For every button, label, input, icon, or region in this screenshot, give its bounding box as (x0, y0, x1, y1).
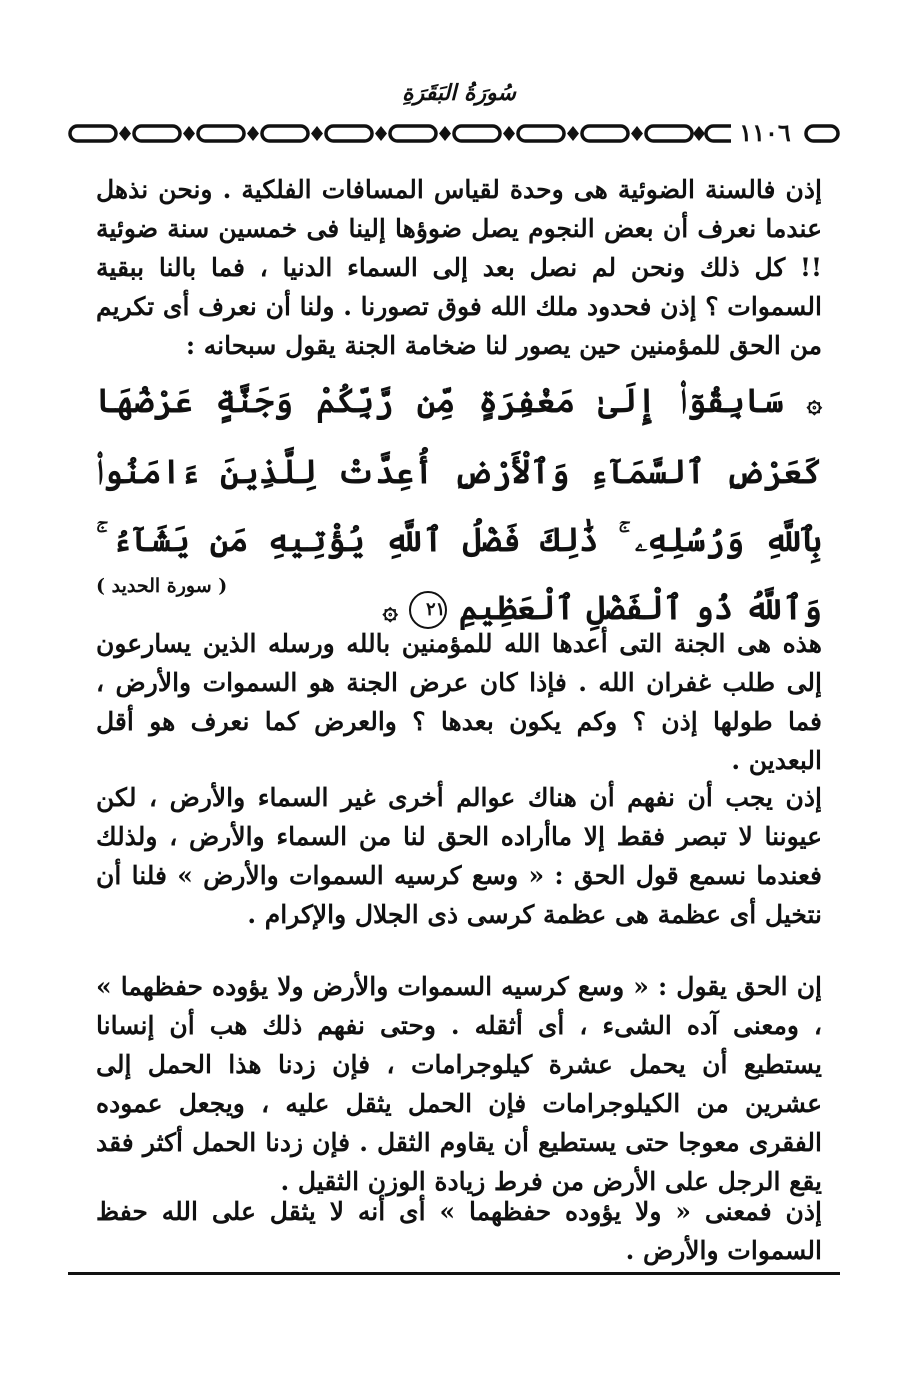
footer-rule (68, 1272, 840, 1275)
paragraph-4: إن الحق يقول : « وسع كرسيه السموات والأرض ولا يؤوده حفظهما » ، ومعنى آده الشىء ، أى أثقله . وحتى نفهم ذلك هب أن إنسانا يستطيع أن يحمل عشرة كيلوجرامات ، فإن زدنا هذا الحمل إلى عشرين من الكيلوجرامات فإن الحمل يثقل عليه ، ويجعل عموده الفقرى معوجا حتى يستطيع أن يقاوم الثقل . فإن زدنا الحمل أكثر فقد يقع الرجل على الأرض من فرط زيادة الوزن الثقيل . (96, 972, 822, 1196)
verse-close-mark: ۞ (382, 596, 398, 626)
verse-text: سَابِقُوٓا۟ إِلَىٰ مَغْفِرَةٍ مِّن رَّبِّكُمْ وَجَنَّةٍ عَرْضُهَا كَعَرْضِ ٱلسَّمَآءِ وَٱلْأَرْضِ أُعِدَّتْ لِلَّذِينَ ءَامَنُوا۟ بِٱللَّهِ وَرُسُلِهِۦ ۚ ذَٰلِكَ فَضْلُ ٱللَّهِ يُؤْتِيهِ مَن يَشَآءُ ۚ وَٱللَّهُ ذُو ٱلْفَضْلِ ٱلْعَظِيمِ (96, 381, 822, 627)
surah-title: سُورَةُ البَقَرَةِ (402, 80, 516, 106)
paragraph-3: إذن يجب أن نفهم أن هناك عوالم أخرى غير السماء والأرض ، لكن عيوننا لا تبصر فقط إلا ماأراده الحق لنا من السماء والأرض ، ولذلك فعندما نسمع قول الحق : « وسع كرسيه السموات والأرض » فلنا أن نتخيل أى عظمة هى عظمة كرسى ذى الجلال والإكرام . (96, 783, 822, 929)
paragraph-5: إذن فمعنى « ولا يؤوده حفظهما » أى أنه لا يثقل على الله حفظ السموات والأرض . (96, 1197, 822, 1265)
page-number: ١١٠٦ (731, 118, 799, 148)
verse-open-mark: ۞ (806, 389, 822, 419)
verse-source: ( سورة الحديد ) (96, 575, 228, 597)
ornamental-border (66, 118, 842, 150)
quran-verse (96, 367, 822, 645)
paragraph-2: هذه هى الجنة التى أعدها الله للمؤمنين بالله ورسله الذين يسارعون إلى طلب غفران الله . فإذا كان عرض الجنة هو السموات والأرض ، فما طولها إذن ؟ وكم يكون بعدها ؟ والعرض كما نعرف هو أقل البعدين . (96, 629, 822, 775)
ayah-number-badge: ٢١ (409, 591, 447, 629)
paragraph-1: إذن فالسنة الضوئية هى وحدة لقياس المسافات الفلكية . ونحن نذهل عندما نعرف أن بعض النجوم يصل ضوؤها إلينا فى خمسين سنة ضوئية !! كل ذلك ونحن لم نصل بعد إلى السماء الدنيا ، فما بالنا ببقية السموات ؟ إذن فحدود ملك الله فوق تصورنا . ولنا أن نعرف أى تكريم من الحق للمؤمنين حين يصور لنا ضخامة الجنة يقول سبحانه : (96, 175, 822, 360)
